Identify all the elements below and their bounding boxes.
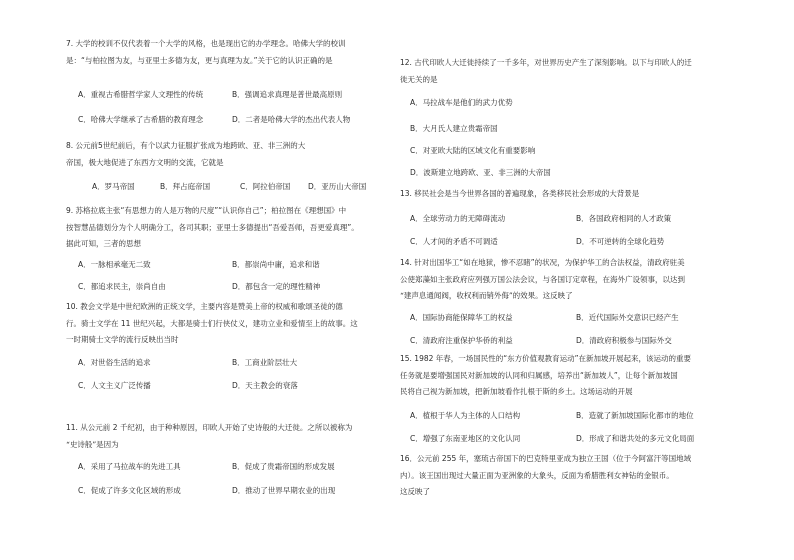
question-14-stem: 14. 针对出国华工“如在地狱，惨不忍睹”的状况，为保护华工的合法权益，清政府驻美 公使郑藻如主张政府应列强万国公法会议，与各国订定章程，在海外广设领事，以达到 “建声息通闻阀，收权利而销外侮”的效果。这反映了 <box>400 258 685 300</box>
question-13-stem: 13. 移民社会是当今世界各国的普遍现象，各类移民社会形成的大背景是 <box>400 189 640 198</box>
question-9-option-a[interactable]: A．一脉相承毫无二致 <box>78 260 151 269</box>
question-10-option-a[interactable]: A．对世俗生活的追求 <box>78 358 151 367</box>
question-7-option-d[interactable]: D．二者是哈佛大学的杰出代表人物 <box>232 115 351 124</box>
question-7-option-a[interactable]: A．重视古希腊哲学家人文理性的传统 <box>78 90 204 99</box>
question-10-option-b[interactable]: B．工商业阶层壮大 <box>232 358 298 367</box>
question-9-option-c[interactable]: C．都追求民主，崇尚自由 <box>78 282 166 291</box>
question-12-stem: 12. 古代印欧人大迁徙持续了一千多年，对世界历史产生了深刻影响。以下与印欧人的迁 徙无关的是 <box>400 58 692 84</box>
question-15-option-a[interactable]: A．植根于华人为主体的人口结构 <box>410 411 521 420</box>
question-11-option-a[interactable]: A．采用了马拉战车的先进工具 <box>78 462 181 471</box>
question-8-option-b[interactable]: B．拜占庭帝国 <box>160 182 211 191</box>
question-13-option-d[interactable]: D．不可逆转的全球化趋势 <box>576 237 665 246</box>
question-10-option-c[interactable]: C．人文主义广泛传播 <box>78 381 151 390</box>
question-11-stem: 11. 从公元前 2 千纪初，由于种种原因，印欧人开始了史诗般的大迁徙。之所以被称为 “史诗般”是因为 <box>66 423 353 449</box>
question-13-option-c[interactable]: C．人才间的矛盾不可调适 <box>410 237 498 246</box>
question-14-option-c[interactable]: C．清政府注重保护华侨的利益 <box>410 336 513 345</box>
question-14-option-d[interactable]: D．清政府积极参与国际外交 <box>576 336 672 345</box>
question-13-option-a[interactable]: A．全球劳动力的无障碍流动 <box>410 214 506 223</box>
question-15-stem: 15. 1982 年春，一场国民性的“东方价值观教育运动”在新加坡开展起来，该运动的重要 任务就是要增强国民对新加坡的认同和归属感，培养出“新加坡人”，让每个新加坡国 民将自己视为新加坡，把新加坡看作扎根于斯的乡土。这场运动的开展 <box>400 354 692 396</box>
question-7-option-c[interactable]: C．哈佛大学继承了古希腊的教育理念 <box>78 115 204 124</box>
question-8-stem: 8. 公元前5世纪前后，有个以武力征服扩张成为地跨欧、亚、非三洲的大 帝国，极大地促进了东西方文明的交流，它就是 <box>66 141 306 167</box>
question-9-option-d[interactable]: D．都包含一定的理性精神 <box>232 282 321 291</box>
question-9-option-b[interactable]: B．都崇尚中庸，追求和谐 <box>232 260 320 269</box>
question-16-stem: 16．公元前 255 年，塞琉古帝国下的巴克特里亚成为独立王国（位于今阿富汗等国地域 内）。该王国出现过大量正面为亚洲象的大象头，反面为希腊胜利女神钻的金银币。 这反映了 <box>400 454 692 496</box>
question-12-option-d[interactable]: D．波斯建立地跨欧、亚、非三洲的大帝国 <box>410 168 551 177</box>
question-8-option-d[interactable]: D．亚历山大帝国 <box>308 182 367 191</box>
question-13-option-b[interactable]: B．各国政府相同的人才政策 <box>576 214 672 223</box>
question-14-option-b[interactable]: B．近代国际外交意识已经产生 <box>576 313 679 322</box>
question-12-option-c[interactable]: C．对亚欧大陆的区域文化有重要影响 <box>410 146 536 155</box>
question-11-option-d[interactable]: D．推动了世界早期农业的出现 <box>232 486 336 495</box>
question-15-option-c[interactable]: C．增强了东南亚地区的文化认同 <box>410 434 521 443</box>
question-15-option-b[interactable]: B．造就了新加坡国际化都市的地位 <box>576 411 694 420</box>
question-7-option-b[interactable]: B．强调追求真理是普世最高原则 <box>232 90 343 99</box>
question-12-option-a[interactable]: A．马拉战车是他们的武力优势 <box>410 98 513 107</box>
question-12-option-b[interactable]: B．大月氏人建立贵霜帝国 <box>410 124 498 133</box>
question-11-option-c[interactable]: C．促成了许多文化区域的形成 <box>78 486 181 495</box>
question-8-option-c[interactable]: C．阿拉伯帝国 <box>240 182 291 191</box>
question-14-option-a[interactable]: A．国际协商能保障华工的权益 <box>410 313 513 322</box>
question-8-option-a[interactable]: A．罗马帝国 <box>92 182 135 191</box>
question-7-stem: 7. 大学的校训不仅代表着一个大学的风格，也是现出它的办学理念。哈佛大学的校训 是：“与柏拉图为友，与亚里士多德为友，更与真理为友。”关于它的认识正确的是 <box>66 39 346 65</box>
question-11-option-b[interactable]: B．促成了贵霜帝国的形成发展 <box>232 462 335 471</box>
question-15-option-d[interactable]: D．形成了和谐共处的多元文化局面 <box>576 434 695 443</box>
question-10-stem: 10. 教会文学是中世纪欧洲的正统文学，主要内容是赞美上帝的权威和歌颂圣徒的德 行。骑士文学在 11 世纪兴起，大都是骑士们行侠仗义，建功立业和爱情至上的故事。这 一时期骑士文学的流行反映出当时 <box>66 302 358 344</box>
question-9-stem: 9. 苏格拉底主张“有思想力的人是万物的尺度”“认识你自己”；柏拉图在《理想国》中 按智慧品德划分为个人明确分工，各司其职；亚里士多德提出“吾爱吾师，吾更爱真理”。 据此可知，三者的思想 <box>66 206 359 248</box>
question-10-option-d[interactable]: D．天主教会的衰落 <box>232 381 298 390</box>
